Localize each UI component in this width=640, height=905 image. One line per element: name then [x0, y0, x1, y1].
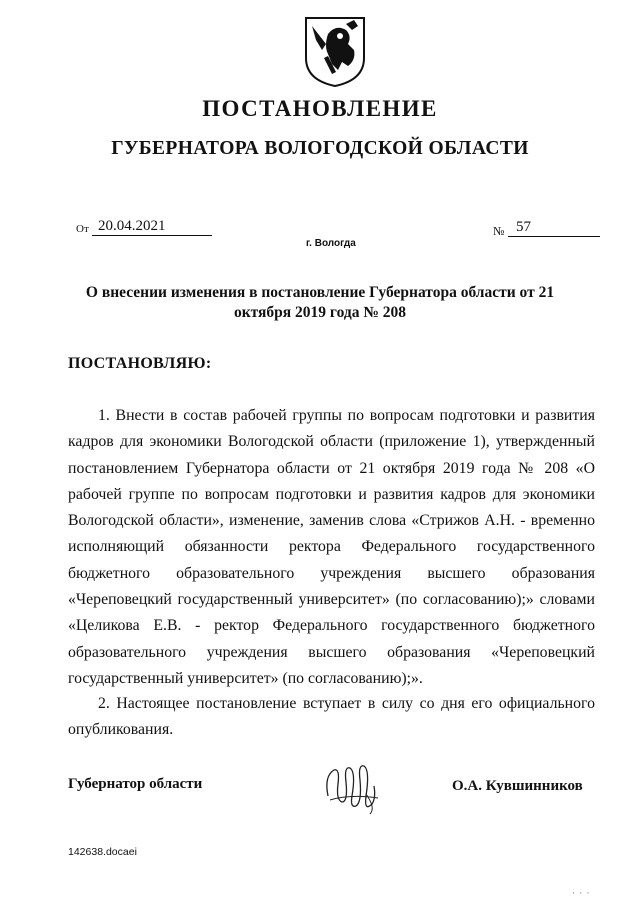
document-date: 20.04.2021: [92, 217, 212, 236]
document-city: г. Вологда: [306, 238, 356, 249]
document-code: 142638.docaei: [68, 846, 137, 858]
number-label: №: [493, 224, 505, 238]
handwritten-signature-icon: [320, 756, 386, 816]
document-title: ПОСТАНОВЛЕНИЕ: [202, 96, 438, 121]
signer-name: О.А. Кувшинников: [452, 778, 583, 794]
document-number: 57: [508, 218, 600, 237]
decree-heading: ПОСТАНОВЛЯЮ:: [68, 355, 212, 372]
document-subtitle: ГУБЕРНАТОРА ВОЛОГОДСКОЙ ОБЛАСТИ: [111, 138, 529, 159]
signer-role: Губернатор области: [68, 776, 203, 792]
document-subject: О внесении изменения в постановление Губернатора области от 21 октября 2019 года № 208: [85, 284, 555, 321]
paragraph-1: 1. Внести в состав рабочей группы по вопросам подготовки и развития кадров для экономики Вологодской области (приложение 1), утвержденный постановлением Губернатора области от 21 октября 2019 года № 208 «О рабочей группе по вопросам подготовки и развития кадров для экономики Вологодской области», изменение, заменив слова «Стрижов А.Н. - временно исполняющий обязанности ректора Федерального государственного бюджетного образовательного учреждения высшего образования «Череповецкий государственный университет» (по согласованию);» словами «Целикова Е.В. - ректор Федерального государственного бюджетного образовательного учреждения высшего образования «Череповецкий государственный университет» (по согласованию);».: [68, 407, 595, 687]
scan-artifact-dots: · · ·: [572, 888, 591, 898]
date-label: От: [76, 223, 89, 235]
vologda-coat-of-arms-icon: [302, 14, 368, 88]
paragraph-2: 2. Настоящее постановление вступает в силу со дня его официального опубликования.: [68, 695, 595, 739]
